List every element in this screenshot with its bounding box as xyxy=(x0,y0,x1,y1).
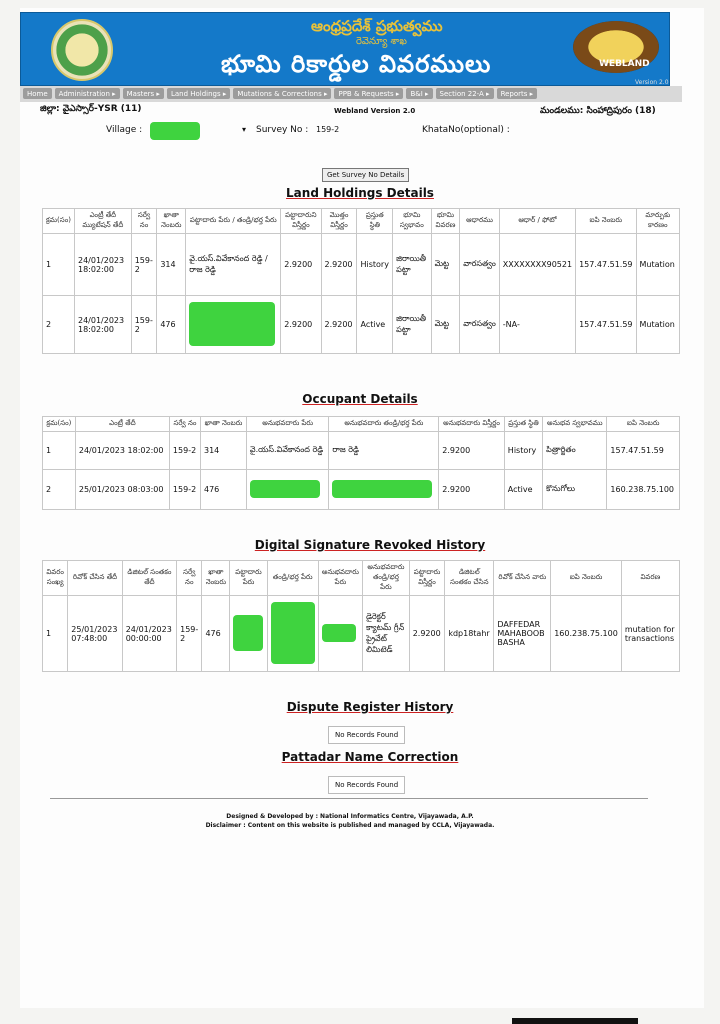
state-emblem-icon xyxy=(51,19,113,81)
cell: 25/01/2023 07:48:00 xyxy=(68,596,122,672)
col-header: రివోక్ చేసిన వారు xyxy=(494,561,551,596)
redacted-name xyxy=(271,602,315,664)
dept-name: రెవెన్యూ శాఖ xyxy=(356,36,407,47)
col-header: క్రమ(సం) xyxy=(43,417,76,432)
col-header: డిజిటల్ సంతకం చేసిన xyxy=(445,561,494,596)
cell: DAFFEDAR MAHABOOB BASHA xyxy=(494,596,551,672)
cell: Active xyxy=(357,296,393,354)
col-header: వివరణ xyxy=(621,561,679,596)
col-header: ప్రస్తుత స్థితి xyxy=(504,417,542,432)
cell xyxy=(318,596,362,672)
cell: 2.9200 xyxy=(439,470,505,510)
chevron-down-icon[interactable]: ▾ xyxy=(242,125,247,134)
webland-version: Webland Version 2.0 xyxy=(334,107,416,115)
table-row xyxy=(43,234,680,296)
col-header: పట్టాదారుని విస్తీర్ణం xyxy=(281,209,321,234)
col-header: భూమి స్వభావం xyxy=(393,209,431,234)
col-header: ఎంట్రీ తేదీ మ్యుటేషన్ తేదీ xyxy=(75,209,132,234)
cell: మెట్ట xyxy=(431,296,460,354)
menu-land-holdings[interactable]: Land Holdings ▸ xyxy=(167,88,230,99)
header-banner xyxy=(20,12,670,86)
footer-divider xyxy=(50,798,648,799)
col-header: అనుభవదారు విస్తీర్ణం xyxy=(439,417,505,432)
logo-version: Version 2.0 xyxy=(635,79,669,86)
col-header: భూమి వివరణ xyxy=(431,209,460,234)
cell: 160.238.75.100 xyxy=(551,596,622,672)
cell: Mutation xyxy=(636,296,679,354)
occupant-title: Occupant Details xyxy=(302,392,418,406)
cell: 24/01/2023 00:00:00 xyxy=(122,596,176,672)
cell: 157.47.51.59 xyxy=(607,432,680,470)
cell xyxy=(186,296,281,354)
col-header: అనుభవదారు తండ్రి/భర్త పేరు xyxy=(363,561,410,596)
cell: వారసత్వం xyxy=(460,296,499,354)
cell: 24/01/2023 18:02:00 xyxy=(75,296,132,354)
cell: 476 xyxy=(157,296,186,354)
col-header: సర్వే నం xyxy=(169,417,200,432)
col-header: ఖాతా నెంబరు xyxy=(157,209,186,234)
menu-home[interactable]: Home xyxy=(23,88,52,99)
dispute-no-records: No Records Found xyxy=(328,726,405,744)
table-header-row xyxy=(43,561,680,596)
col-header: ప్రస్తుత స్థితి xyxy=(357,209,393,234)
cell: 2 xyxy=(43,470,76,510)
col-header: డిజిటల్ సంతకం తేదీ xyxy=(122,561,176,596)
col-header: సర్వే నం xyxy=(131,209,157,234)
cell: వై.యస్.వివేకానంద రెడ్డి / రాజ రెడ్డి xyxy=(186,234,281,296)
redacted-name xyxy=(189,302,275,346)
main-menu xyxy=(20,86,682,102)
land-holdings-title: Land Holdings Details xyxy=(286,186,434,200)
redacted-name xyxy=(250,480,320,498)
col-header: ఆధార్ / ఫోటో xyxy=(499,209,575,234)
cell: రాజ రెడ్డి xyxy=(329,432,439,470)
get-survey-details-button[interactable]: Get Survey No Details xyxy=(322,168,409,182)
cell: వారసత్వం xyxy=(460,234,499,296)
village-label: Village : xyxy=(106,125,143,135)
cell: 157.47.51.59 xyxy=(576,296,636,354)
district-label: జిల్లా: వైఎస్సార్-YSR (11) xyxy=(40,104,142,114)
village-select[interactable] xyxy=(150,122,200,140)
scan-edge-bar xyxy=(512,1018,638,1024)
cell: 159-2 xyxy=(169,470,200,510)
col-header: ఎంట్రీ తేదీ xyxy=(75,417,169,432)
cell: 2.9200 xyxy=(321,296,357,354)
cell: 24/01/2023 18:02:00 xyxy=(75,234,132,296)
table-header-row xyxy=(43,417,680,432)
occupant-table xyxy=(42,416,680,510)
pattadar-correction-title: Pattadar Name Correction xyxy=(281,750,459,764)
cell: Active xyxy=(504,470,542,510)
cell: 476 xyxy=(202,596,230,672)
cell xyxy=(230,596,267,672)
digital-signature-title: Digital Signature Revoked History xyxy=(254,538,486,552)
col-header: మార్పుకు కారణం xyxy=(636,209,679,234)
col-header: ఐపి నెంబరు xyxy=(551,561,622,596)
cell xyxy=(329,470,439,510)
table-row xyxy=(43,296,680,354)
col-header: ఖాతా నెంబరు xyxy=(200,417,246,432)
col-header: పట్టాదారు విస్తీర్ణం xyxy=(409,561,445,596)
col-header: అనుభవదారు తండ్రి/భర్త పేరు xyxy=(329,417,439,432)
col-header: అనుభవదారు పేరు xyxy=(318,561,362,596)
col-header: రివోక్ చేసిన తేదీ xyxy=(68,561,122,596)
page-footer xyxy=(150,812,550,830)
webland-logo-text: WEBLAND xyxy=(599,59,650,69)
col-header: సర్వే నం xyxy=(177,561,202,596)
survey-label: Survey No : xyxy=(256,125,309,135)
menu-mutations[interactable]: Mutations & Corrections ▸ xyxy=(233,88,331,99)
cell: కొనుగోలు xyxy=(543,470,607,510)
khata-label: KhataNo(optional) : xyxy=(422,125,510,135)
cell: జిరాయితీ పట్టా xyxy=(393,296,431,354)
cell: 1 xyxy=(43,432,76,470)
digital-signature-table xyxy=(42,560,680,672)
land-holdings-table xyxy=(42,208,680,354)
footer-developer: Designed & Developed by : National Informatics Centre, Vijayawada, A.P. xyxy=(226,813,474,820)
cell: 1 xyxy=(43,234,75,296)
footer-disclaimer: Disclaimer : Content on this website is published and managed by CCLA, Vijayawada. xyxy=(205,822,495,829)
redacted-name xyxy=(332,480,432,498)
cell: 24/01/2023 18:02:00 xyxy=(75,432,169,470)
table-row xyxy=(43,596,680,672)
col-header: పట్టాదారు పేరు xyxy=(230,561,267,596)
menu-masters[interactable]: Masters ▸ xyxy=(123,88,164,99)
cell: -NA- xyxy=(499,296,575,354)
redacted-name xyxy=(322,624,356,642)
cell: పిత్రార్జితం xyxy=(543,432,607,470)
cell: 314 xyxy=(157,234,186,296)
cell: జిరాయితీ పట్టా xyxy=(393,234,431,296)
dispute-register-title: Dispute Register History xyxy=(286,700,454,714)
col-header: పట్టాదారు పేరు / తండ్రి/భర్త పేరు xyxy=(186,209,281,234)
cell: History xyxy=(357,234,393,296)
pattadar-no-records: No Records Found xyxy=(328,776,405,794)
cell: 2.9200 xyxy=(409,596,445,672)
menu-administration[interactable]: Administration ▸ xyxy=(55,88,120,99)
cell: Mutation xyxy=(636,234,679,296)
cell: 2.9200 xyxy=(439,432,505,470)
col-header: ఐపి నెంబరు xyxy=(607,417,680,432)
menu-section-22a[interactable]: Section 22-A ▸ xyxy=(436,88,494,99)
cell: 159-2 xyxy=(131,234,157,296)
cell: 157.47.51.59 xyxy=(576,234,636,296)
col-header: ఖాతా నెంబరు xyxy=(202,561,230,596)
col-header: వివరం సంఖ్య xyxy=(43,561,68,596)
cell xyxy=(246,470,328,510)
menu-ppb-requests[interactable]: PPB & Requests ▸ xyxy=(334,88,403,99)
cell: mutation for transactions xyxy=(621,596,679,672)
menu-bi[interactable]: B&I ▸ xyxy=(406,88,432,99)
page-title: భూమి రికార్డుల వివరములు xyxy=(221,49,492,78)
cell: డైరెక్టర్ క్యాటమ్ గ్రీన్ ప్రైవేట్ లిమిటెడ్ xyxy=(363,596,410,672)
cell: 25/01/2023 08:03:00 xyxy=(75,470,169,510)
govt-name: ఆంధ్రప్రదేశ్ ప్రభుత్వము xyxy=(311,17,443,35)
search-filters xyxy=(106,120,646,142)
cell: XXXXXXXX90521 xyxy=(499,234,575,296)
cell: 159-2 xyxy=(177,596,202,672)
cell: వై.యస్.వివేకానంద రెడ్డి xyxy=(246,432,328,470)
col-header: అనుభవదారు పేరు xyxy=(246,417,328,432)
cell: 160.238.75.100 xyxy=(607,470,680,510)
cell: 159-2 xyxy=(131,296,157,354)
survey-select[interactable]: 159-2 xyxy=(316,125,340,134)
cell: 2.9200 xyxy=(281,296,321,354)
cell: 159-2 xyxy=(169,432,200,470)
col-header: ఆధారము xyxy=(460,209,499,234)
table-row xyxy=(43,432,680,470)
cell: మెట్ట xyxy=(431,234,460,296)
cell: 1 xyxy=(43,596,68,672)
col-header: అనుభవ స్వభావము xyxy=(543,417,607,432)
cell: 314 xyxy=(200,432,246,470)
table-header-row xyxy=(43,209,680,234)
cell: 476 xyxy=(200,470,246,510)
cell: 2.9200 xyxy=(281,234,321,296)
cell: History xyxy=(504,432,542,470)
cell: 2 xyxy=(43,296,75,354)
col-header: మొత్తం విస్తీర్ణం xyxy=(321,209,357,234)
menu-reports[interactable]: Reports ▸ xyxy=(497,88,538,99)
cell: kdp18tahr xyxy=(445,596,494,672)
redacted-name xyxy=(233,615,263,651)
cell: 2.9200 xyxy=(321,234,357,296)
col-header: క్రమ(సం) xyxy=(43,209,75,234)
col-header: తండ్రి/భర్త పేరు xyxy=(267,561,318,596)
cell xyxy=(267,596,318,672)
mandal-label: మండలము: సింహాద్రిపురం (18) xyxy=(540,106,656,116)
col-header: ఐపి నెంబరు xyxy=(576,209,636,234)
table-row xyxy=(43,470,680,510)
